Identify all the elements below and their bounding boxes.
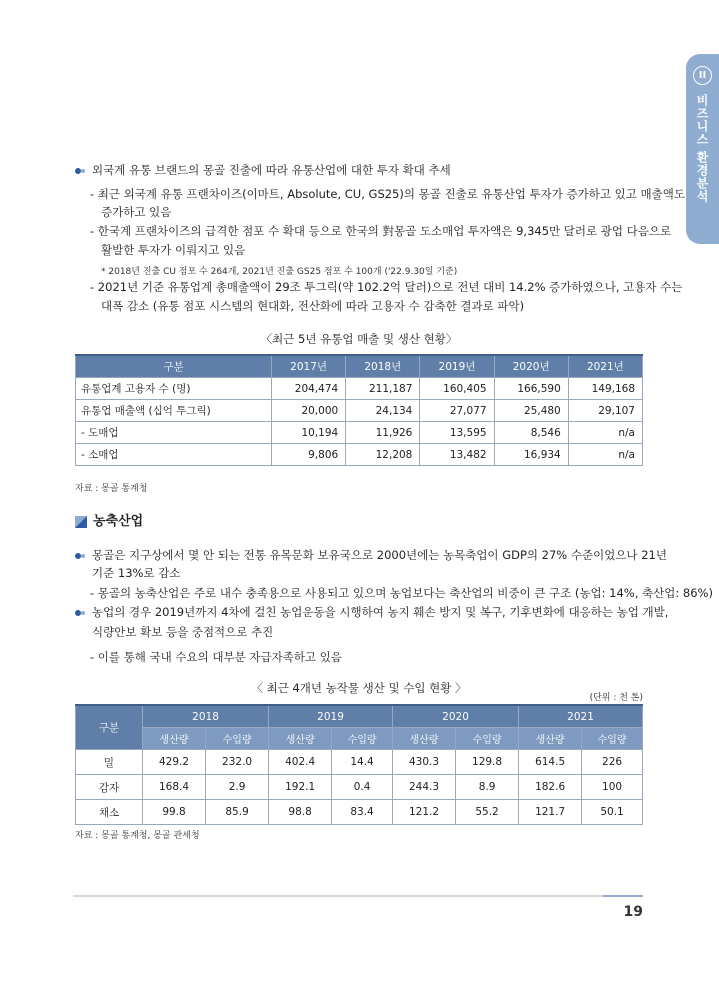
- table-subheader-cell: 수입량: [582, 728, 643, 750]
- bullet-icon: [75, 552, 89, 560]
- table-row: [76, 775, 643, 800]
- table-cell: 244.3: [392, 775, 455, 800]
- table-cell: 182.6: [519, 775, 582, 800]
- sales-table: [75, 354, 643, 466]
- table-cell: 20,000: [272, 400, 346, 422]
- table2-source: 자료 : 몽골 통계청, 몽골 관세청: [75, 831, 200, 841]
- table-cell: 226: [582, 750, 643, 775]
- table-cell: 614.5: [519, 750, 582, 775]
- table-header-cell: 2020: [392, 705, 518, 728]
- para1-dash2-line2: 활발한 투자가 이뤄지고 있음: [101, 243, 246, 257]
- table-header-row: [76, 355, 643, 378]
- table-cell: 50.1: [582, 800, 643, 825]
- para1-note: * 2018년 진출 CU 점포 수 264개, 2021년 진출 GS25 점포 수 100개 ('22.9.30일 기준): [101, 267, 458, 277]
- table1-source: 자료 : 몽골 통계청: [75, 484, 148, 494]
- table-subheader-cell: 생산량: [519, 728, 582, 750]
- table-cell: 166,590: [494, 378, 568, 400]
- table-cell: 98.8: [269, 800, 332, 825]
- para1-dash2-line1: - 한국계 프랜차이즈의 급격한 점포 수 확대 등으로 한국의 對몽골 도소매업 투자액은 9,345만 달러로 광업 다음으로: [90, 224, 672, 238]
- table-header-cell: 2019: [269, 705, 393, 728]
- table-row: [76, 750, 643, 775]
- row-label: 채소: [76, 800, 143, 825]
- table-cell: 211,187: [346, 378, 420, 400]
- table-cell: 160,405: [420, 378, 494, 400]
- row-label: - 도매업: [76, 422, 272, 444]
- table-header-cell: 구분: [76, 355, 272, 378]
- para2-bullet1-line2: 기준 13%로 감소: [92, 566, 181, 580]
- crop-table: [75, 704, 643, 825]
- table-cell: 85.9: [206, 800, 269, 825]
- table-cell: 8.9: [456, 775, 519, 800]
- table-cell: 11,926: [346, 422, 420, 444]
- table-header-cell: 2018년: [346, 355, 420, 378]
- table-cell: 29,107: [568, 400, 642, 422]
- table-subheader-cell: 생산량: [269, 728, 332, 750]
- table-cell: 192.1: [269, 775, 332, 800]
- table-cell: 24,134: [346, 400, 420, 422]
- footer-divider: [73, 895, 643, 897]
- chapter-title: 비즈니스 환경분석: [695, 94, 709, 204]
- table2-caption: 〈 최근 4개년 농작물 생산 및 수입 현황 〉: [251, 681, 467, 695]
- table-cell: 204,474: [272, 378, 346, 400]
- table-subheader-row: [76, 728, 643, 750]
- footer-accent: [603, 895, 643, 897]
- page-number: 19: [623, 904, 643, 920]
- para1-dash3-line1: - 2021년 기준 유통업계 총매출액이 29조 투그릭(약 102.2억 달러)으로 전년 대비 14.2% 증가하였으나, 고용자 수는: [90, 280, 683, 294]
- table-cell: 27,077: [420, 400, 494, 422]
- table-subheader-cell: 수입량: [206, 728, 269, 750]
- para1-dash1-line1: - 최근 외국계 유통 프랜차이즈(이마트, Absolute, CU, GS25)의 몽골 진출로 유통산업 투자가 증가하고 있고 매출액도: [90, 187, 685, 201]
- table-cell: 129.8: [456, 750, 519, 775]
- table-cell: 25,480: [494, 400, 568, 422]
- para2-bullet1-line1: 몽골은 지구상에서 몇 안 되는 전통 유목문화 보유국으로 2000년에는 농목축업이 GDP의 27% 수준이었으나 21년: [92, 548, 667, 562]
- table-cell: 100: [582, 775, 643, 800]
- row-label: - 소매업: [76, 444, 272, 466]
- table-cell: 55.2: [456, 800, 519, 825]
- table-cell: 430.3: [392, 750, 455, 775]
- table-subheader-cell: 생산량: [392, 728, 455, 750]
- para1-dash1-line2: 증가하고 있음: [101, 205, 172, 219]
- table2-unit: (단위 : 천 톤): [589, 693, 643, 703]
- row-label: 밀: [76, 750, 143, 775]
- table-cell: 16,934: [494, 444, 568, 466]
- table-subheader-cell: 수입량: [332, 728, 393, 750]
- table-cell: n/a: [568, 444, 642, 466]
- table-cell: 12,208: [346, 444, 420, 466]
- bullet-icon: [75, 609, 89, 617]
- row-label: 유통업 매출액 (십억 투그릭): [76, 400, 272, 422]
- table-cell: 149,168: [568, 378, 642, 400]
- table-cell: 8,546: [494, 422, 568, 444]
- chapter-side-tab: [686, 54, 719, 244]
- table-cell: 121.7: [519, 800, 582, 825]
- table-cell: 14.4: [332, 750, 393, 775]
- table-header-cell: 구분: [76, 705, 143, 750]
- table-cell: 9,806: [272, 444, 346, 466]
- table-cell: 83.4: [332, 800, 393, 825]
- para2-dash1: - 몽골의 농축산업은 주로 내수 충족용으로 사용되고 있으며 농업보다는 축산업의 비중이 큰 구조 (농업: 14%, 축산업: 86%): [90, 586, 713, 600]
- table-header-cell: 2021: [519, 705, 643, 728]
- table-row: [76, 378, 643, 400]
- table-row: [76, 400, 643, 422]
- section-square-icon: [75, 516, 87, 528]
- table-cell: 10,194: [272, 422, 346, 444]
- section-title: 농축산업: [93, 514, 144, 529]
- table-cell: 232.0: [206, 750, 269, 775]
- table-subheader-cell: 생산량: [143, 728, 206, 750]
- table-subheader-cell: 수입량: [456, 728, 519, 750]
- table-cell: 429.2: [143, 750, 206, 775]
- chapter-number: II: [693, 66, 712, 85]
- table-cell: 402.4: [269, 750, 332, 775]
- table-row: [76, 422, 643, 444]
- table-cell: 13,482: [420, 444, 494, 466]
- table1-caption: 〈최근 5년 유통업 매출 및 생산 현황〉: [260, 332, 458, 346]
- table-header-row: [76, 705, 643, 728]
- table-row: [76, 800, 643, 825]
- table-cell: 13,595: [420, 422, 494, 444]
- para2-dash2: - 이를 통해 국내 수요의 대부분 자급자족하고 있음: [90, 650, 342, 664]
- table-row: [76, 444, 643, 466]
- row-label: 유통업계 고용자 수 (명): [76, 378, 272, 400]
- table-cell: 168.4: [143, 775, 206, 800]
- para2-bullet2-line1: 농업의 경우 2019년까지 4차에 걸친 농업운동을 시행하여 농지 훼손 방지 및 복구, 기후변화에 대응하는 농업 개발,: [92, 605, 669, 619]
- table-header-cell: 2021년: [568, 355, 642, 378]
- table-header-cell: 2017년: [272, 355, 346, 378]
- para2-bullet2-line2: 식량안보 확보 등을 중점적으로 추진: [92, 625, 274, 639]
- para1-heading: 외국계 유통 브랜드의 몽골 진출에 따라 유통산업에 대한 투자 확대 추세: [92, 163, 451, 177]
- bullet-icon: [75, 167, 89, 175]
- table-header-cell: 2019년: [420, 355, 494, 378]
- table-cell: 99.8: [143, 800, 206, 825]
- table-header-cell: 2018: [143, 705, 269, 728]
- table-header-cell: 2020년: [494, 355, 568, 378]
- table-cell: 121.2: [392, 800, 455, 825]
- row-label: 감자: [76, 775, 143, 800]
- table-cell: 0.4: [332, 775, 393, 800]
- para1-dash3-line2: 대폭 감소 (유통 점포 시스템의 현대화, 전산화에 따라 고용자 수 감축한 결과로 파악): [101, 299, 525, 313]
- table-cell: 2.9: [206, 775, 269, 800]
- table-cell: n/a: [568, 422, 642, 444]
